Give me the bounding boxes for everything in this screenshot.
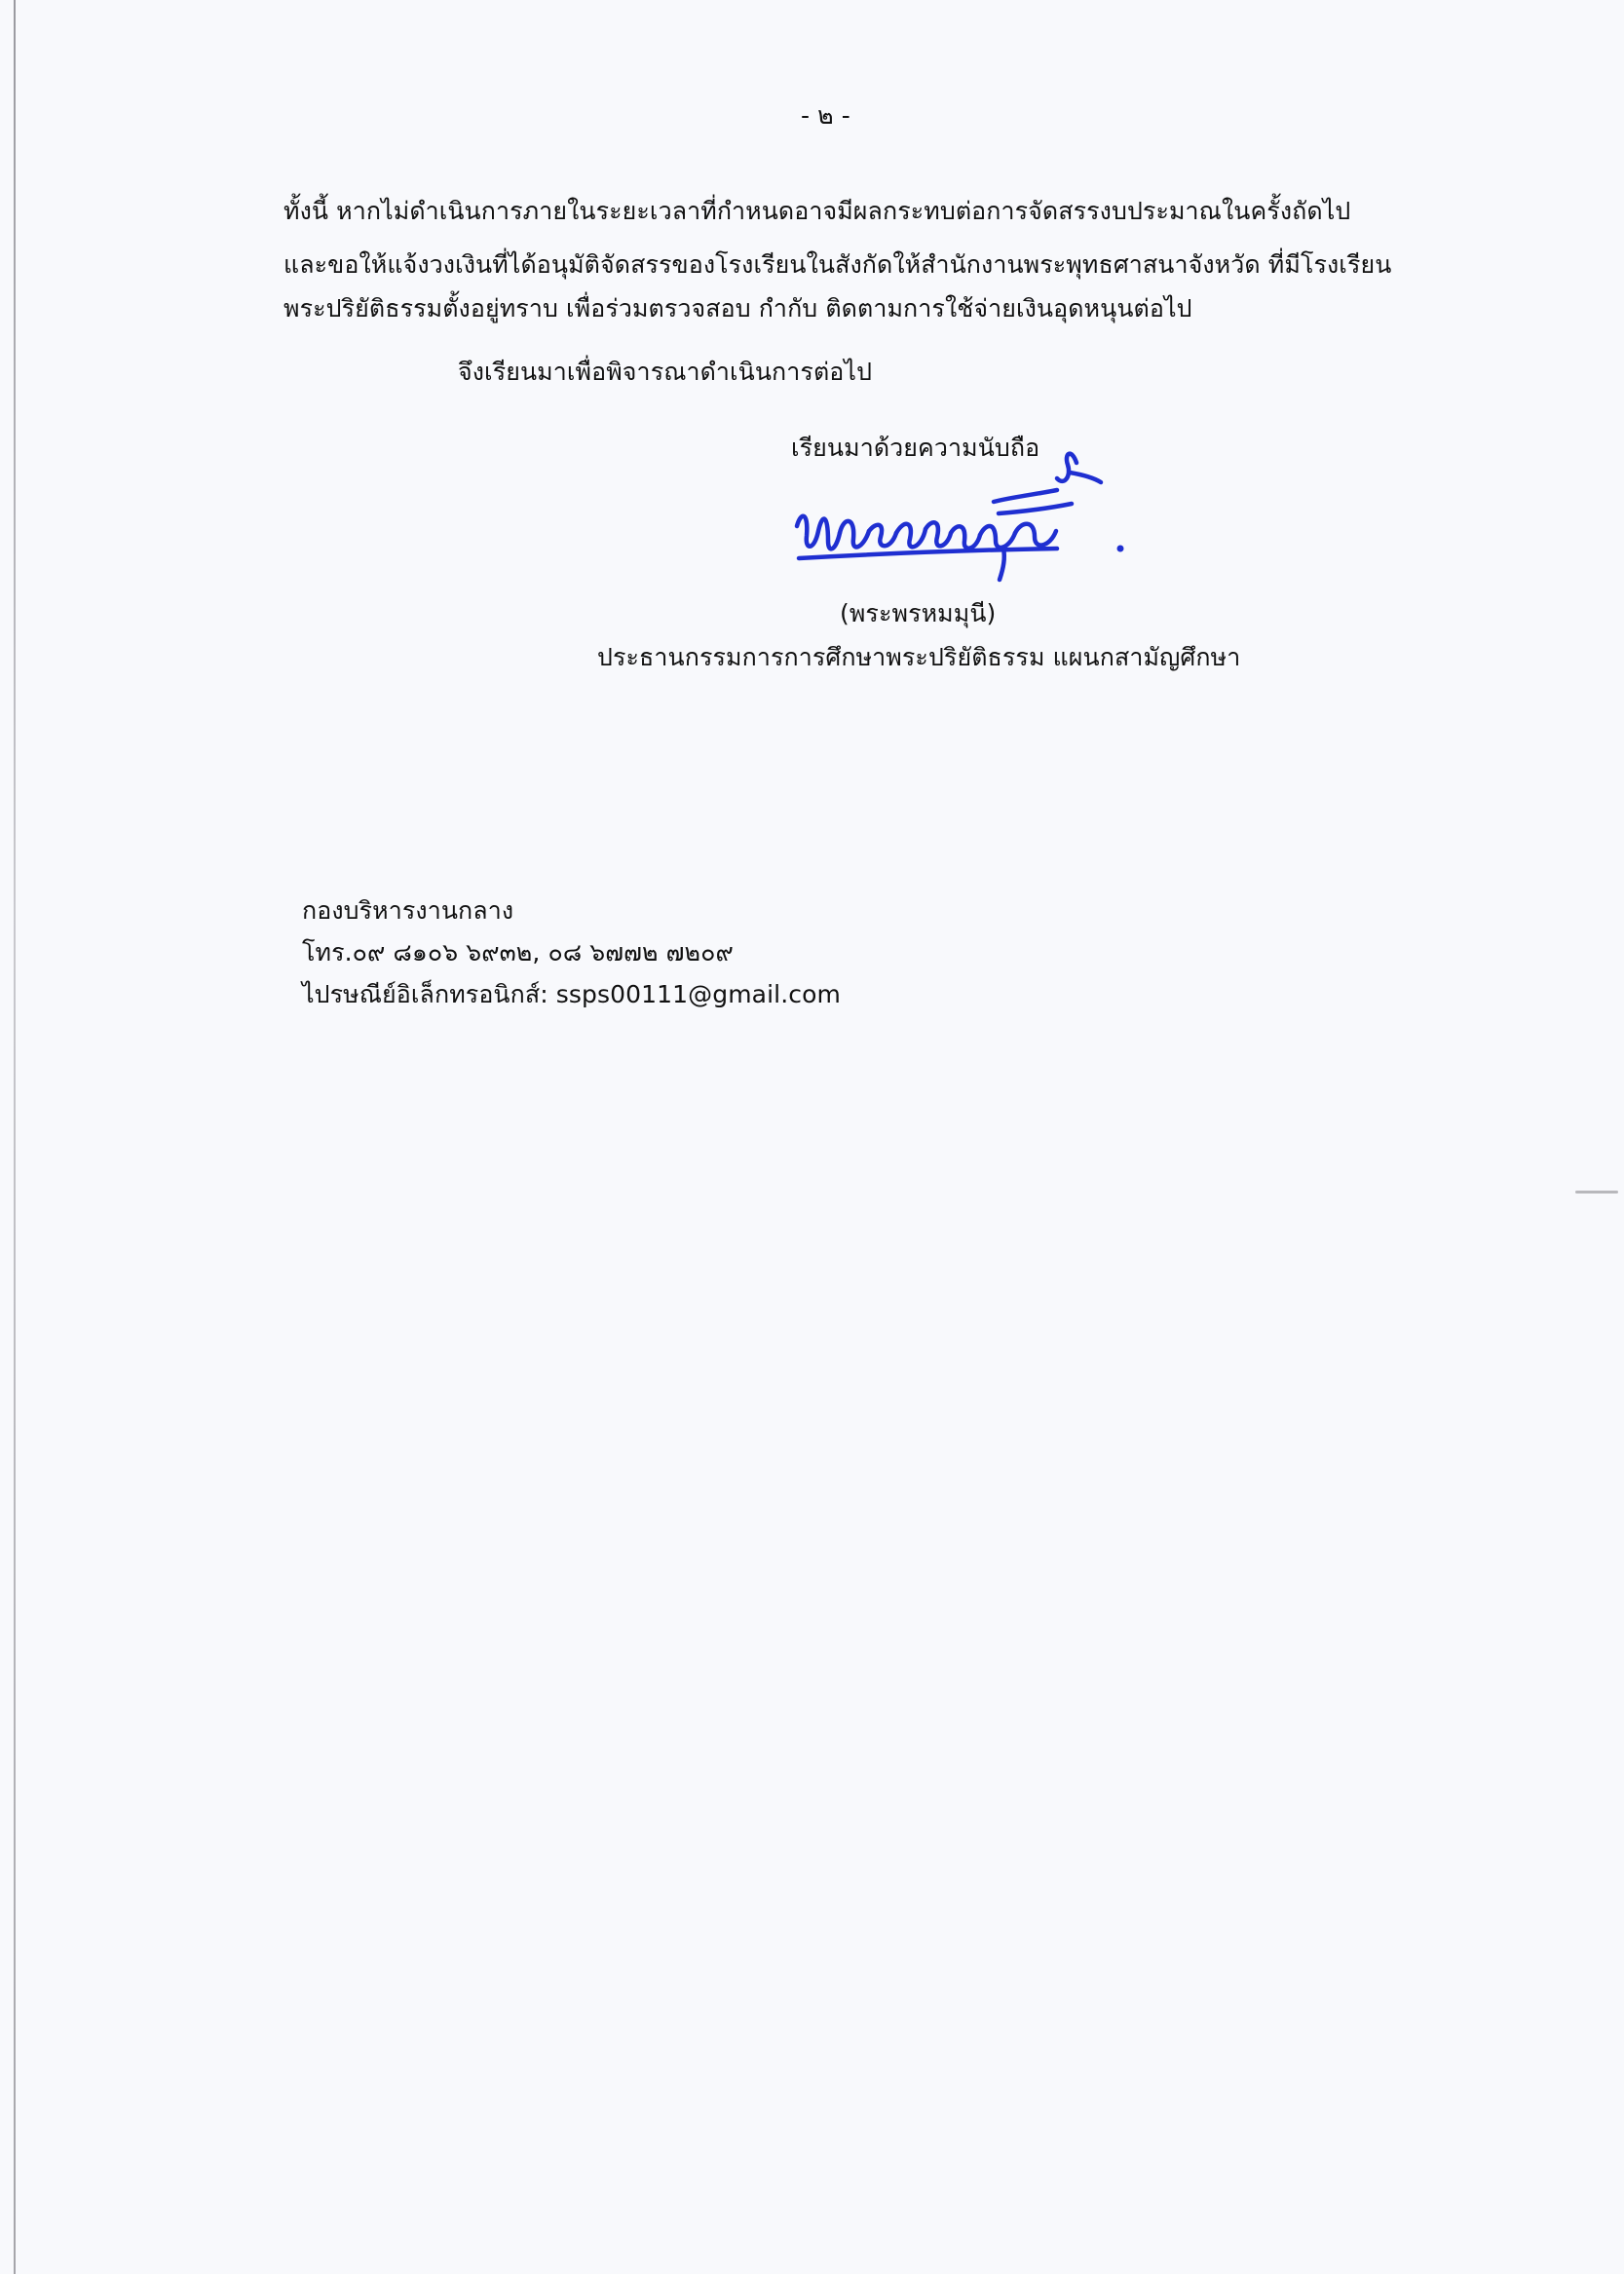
- body-line: พระปริยัติธรรมตั้งอยู่ทราบ เพื่อร่วมตรวจสอบ กำกับ ติดตามการใช้จ่ายเงินอุดหนุนต่อไป: [283, 294, 1192, 322]
- office-email: ไปรษณีย์อิเล็กทรอนิกส์: ssps00111@gmail.com: [302, 980, 841, 1008]
- body-line: และขอให้แจ้งวงเงินที่ได้อนุมัติจัดสรรของโรงเรียนในสังกัดให้สำนักงานพระพุทธศาสนาจังหวัด ที่มีโรงเรียน: [283, 250, 1392, 279]
- office-phone: โทร.๐๙ ๘๑๐๖ ๖๙๓๒, ๐๘ ๖๗๗๒ ๗๒๐๙: [302, 938, 734, 966]
- signer-name: (พระพรหมมุนี): [840, 599, 997, 627]
- signer-position: ประธานกรรมการการศึกษาพระปริยัติธรรม แผนกสามัญศึกษา: [597, 643, 1241, 671]
- handwritten-signature: [779, 443, 1150, 599]
- scan-edge: [14, 0, 16, 2274]
- page-number: - ๒ -: [801, 101, 850, 130]
- scan-mark: [1575, 1191, 1618, 1194]
- closing-request: จึงเรียนมาเพื่อพิจารณาดำเนินการต่อไป: [458, 358, 873, 386]
- salutation: เรียนมาด้วยความนับถือ: [791, 434, 1040, 462]
- body-line: ทั้งนี้ หากไม่ดำเนินการภายในระยะเวลาที่กำหนดอาจมีผลกระทบต่อการจัดสรรงบประมาณในครั้งถัดไป: [283, 197, 1351, 225]
- office-name: กองบริหารงานกลาง: [302, 896, 514, 925]
